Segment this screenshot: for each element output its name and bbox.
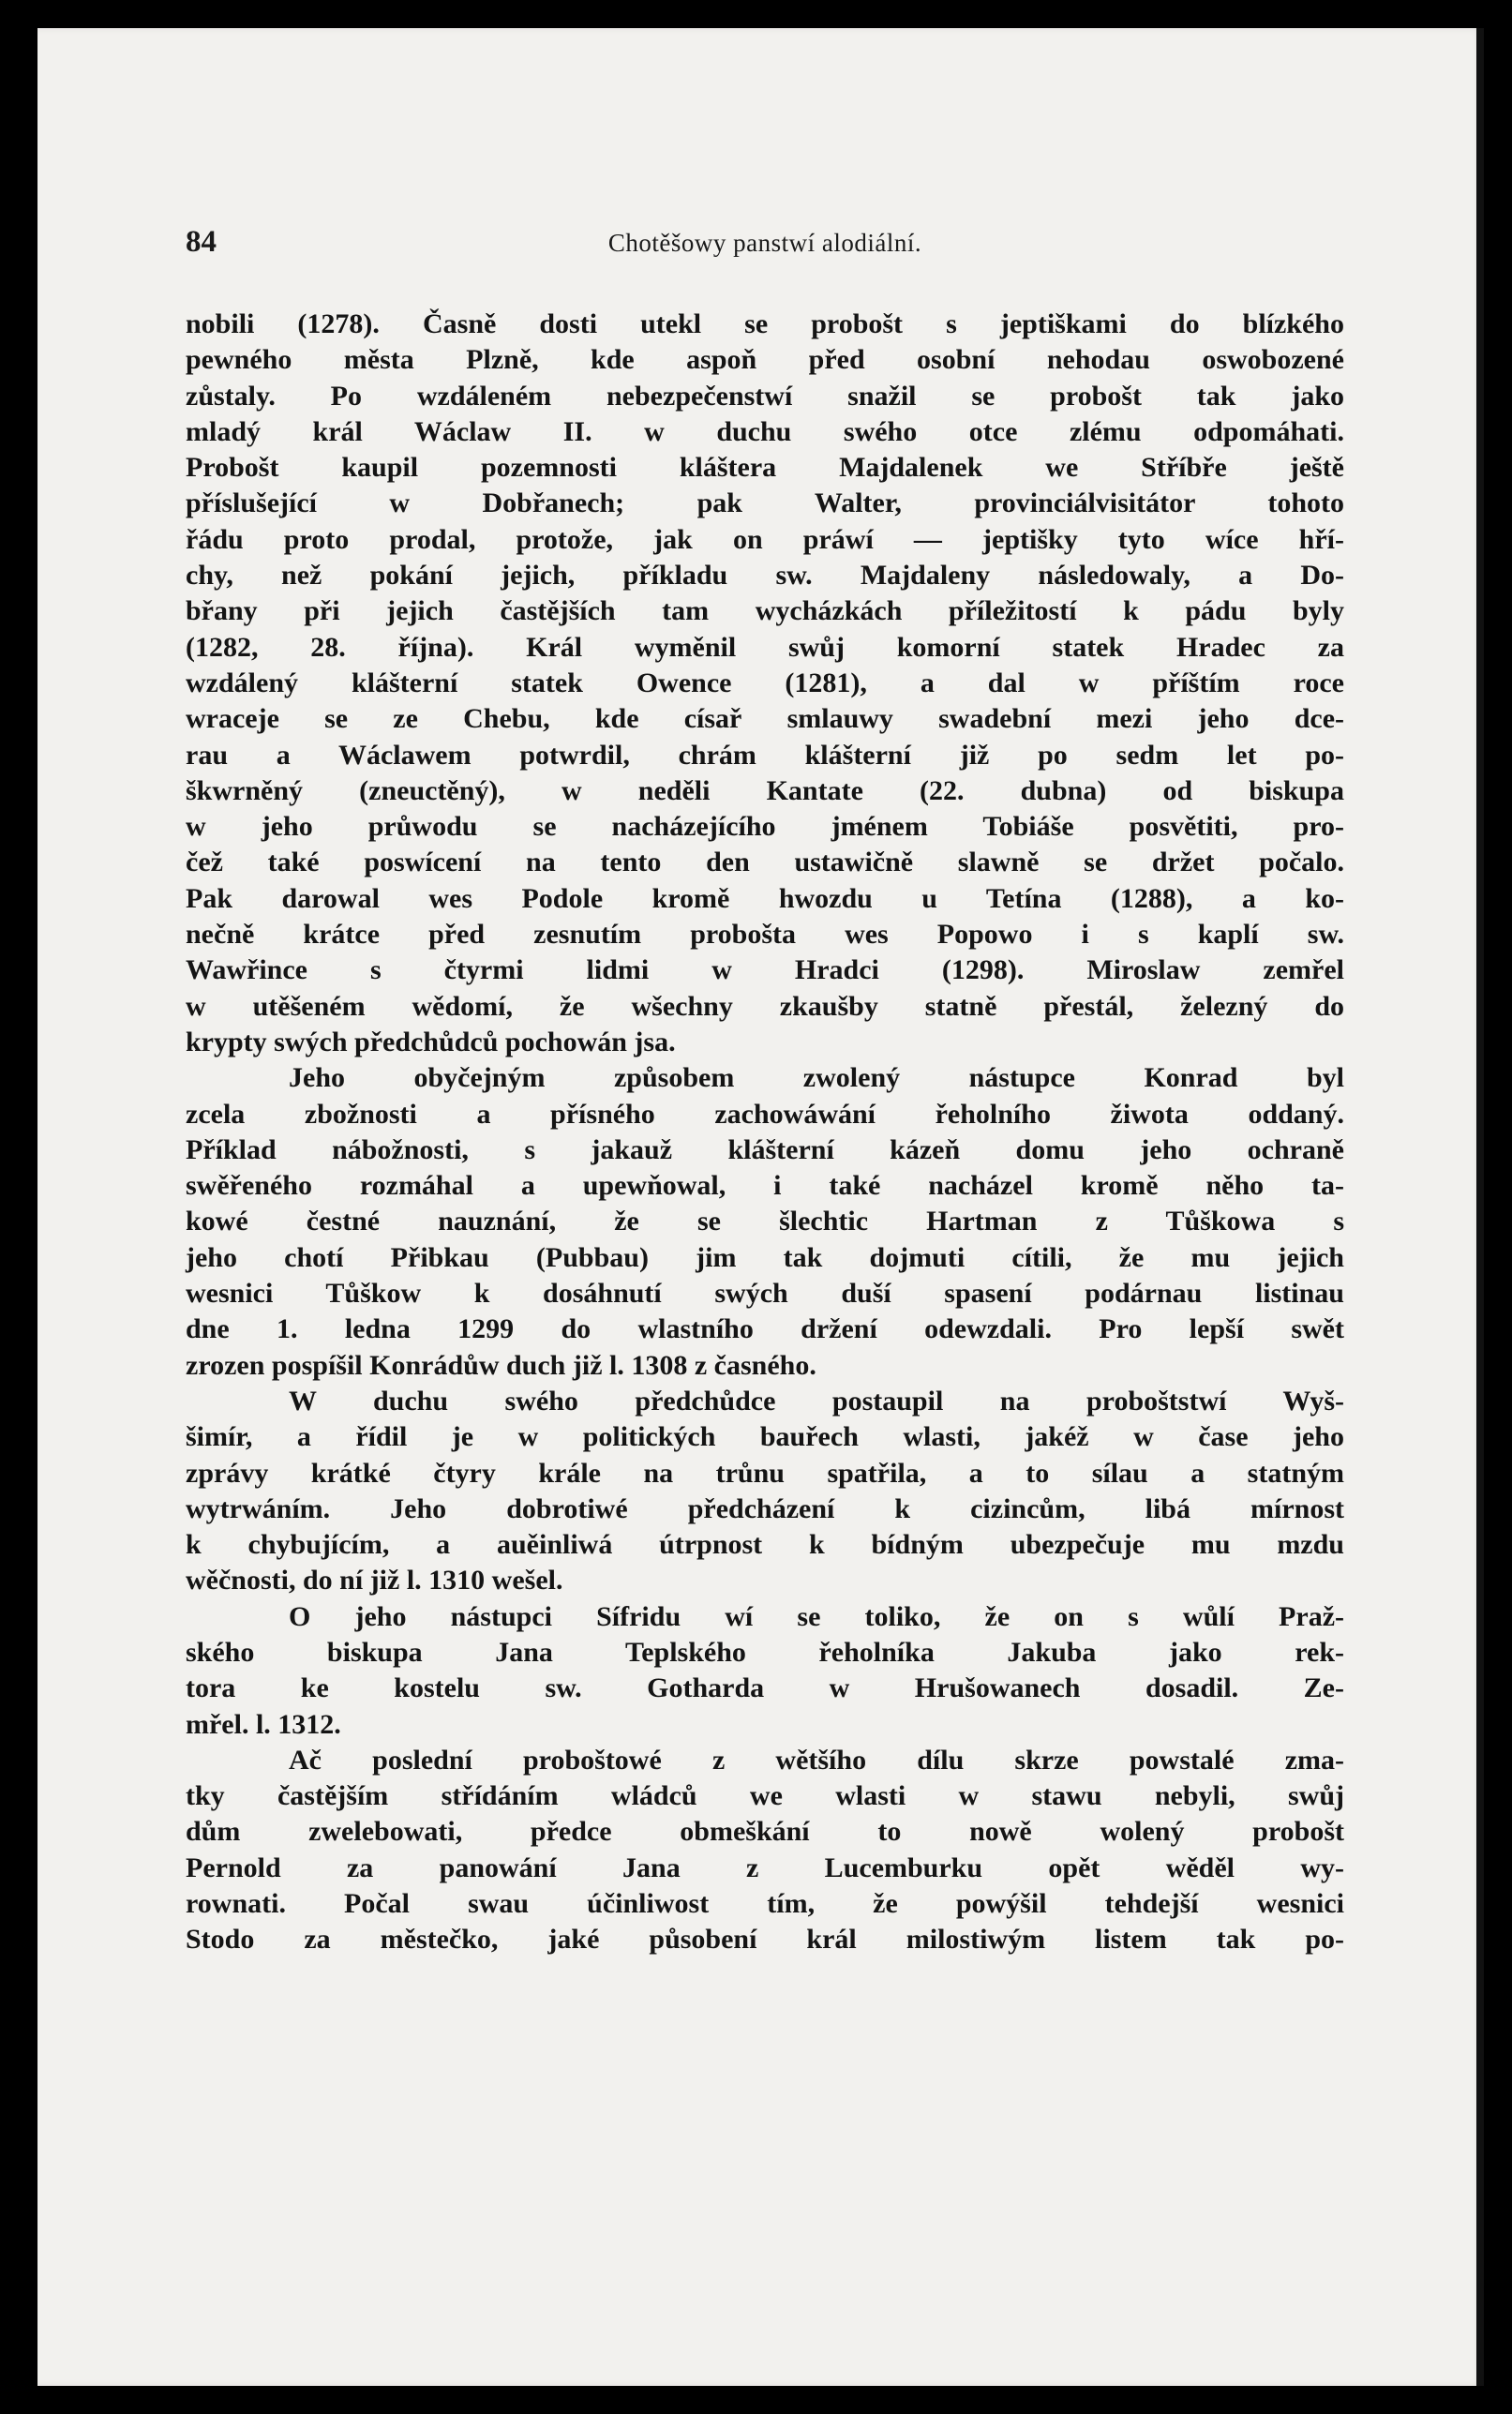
text-line: Stodo za městečko, jaké působení král milostiwým listem tak po-	[186, 1924, 1344, 1956]
text-line: Ač poslední proboštowé z wětšího dílu skrze powstalé zma-	[289, 1744, 1344, 1776]
text-line: krypty swých předchůdců pochowán jsa.	[186, 1026, 676, 1057]
text-line: wěčnosti, do ní již l. 1310 wešel.	[186, 1565, 563, 1597]
text-line: řádu proto prodal, protože, jak on práwí — jeptišky tyto wíce hří-	[186, 523, 1344, 555]
text-line: Příklad nábožnosti, s jakauž klášterní kázeň domu jeho ochraně	[186, 1133, 1344, 1165]
text-line: Pak darowal wes Podole kromě hwozdu u Tetína (1288), a ko-	[186, 882, 1344, 914]
page-body	[186, 307, 1344, 1958]
page-header	[186, 225, 1344, 262]
text-line: zrozen pospíšil Konrádůw duch již l. 1308 z časného.	[186, 1349, 816, 1381]
text-line: Wawřince s čtyrmi lidmi w Hradci (1298). Miroslaw zemřel	[186, 954, 1344, 986]
paragraph-1	[186, 307, 1344, 1060]
text-line: pewného města Plzně, kde aspoň před osobní nehodau oswobozené	[186, 344, 1344, 376]
text-line: (1282, 28. října). Král wyměnil swůj komorní statek Hradec za	[186, 631, 1344, 663]
text-line: wesnici Tůškow k dosáhnutí swých duší spasení podárnau listinau	[186, 1278, 1344, 1310]
paragraph-3	[186, 1384, 1344, 1599]
text-line: dům zwelebowati, předce obmeškání to nowě wolený probošt	[186, 1816, 1344, 1848]
text-line: tky častějším střídáním wládců we wlasti w stawu nebyli, swůj	[186, 1780, 1344, 1812]
text-line: swěřeného rozmáhal a upewňowal, i také nacházel kromě něho ta-	[186, 1170, 1344, 1202]
text-line: kowé čestné nauznání, že se šlechtic Hartman z Tůškowa s	[186, 1206, 1344, 1237]
text-line: čež také poswícení na tento den ustawičně slawně se držet počalo.	[186, 847, 1344, 878]
text-line: břany při jejich častějších tam wycházkách příležitostí k pádu byly	[186, 595, 1344, 627]
text-line: nečně krátce před zesnutím probošta wes Popowo i s kaplí sw.	[186, 919, 1344, 951]
text-line: příslušející w Dobřanech; pak Walter, provinciálvisitátor tohoto	[186, 487, 1344, 519]
text-line: rau a Wáclawem potwrdil, chrám klášterní již po sedm let po-	[186, 739, 1344, 771]
text-line: Jeho obyčejným způsobem zwolený nástupce Konrad byl	[289, 1062, 1344, 1094]
text-line: tora ke kostelu sw. Gotharda w Hrušowanech dosadil. Ze-	[186, 1672, 1344, 1704]
running-title: Chotěšowy panstwí alodiální.	[607, 229, 922, 257]
text-line: chy, než pokání jejich, příkladu sw. Majdaleny následowaly, a Do-	[186, 560, 1344, 592]
paragraph-2	[186, 1060, 1344, 1384]
page-number: 84	[186, 225, 217, 259]
text-line: nobili (1278). Časně dosti utekl se probošt s jeptiškami do blízkého	[186, 308, 1344, 339]
text-line: k chybujícím, a auěinliwá útrpnost k bídným ubezpečuje mu mzdu	[186, 1529, 1344, 1561]
paragraph-5	[186, 1743, 1344, 1958]
text-line: W duchu swého předchůdce postaupil na proboštstwí Wyš-	[289, 1385, 1344, 1417]
text-line: rownati. Počal swau účinliwost tím, že powýšil tehdejší wesnici	[186, 1888, 1344, 1920]
text-line: mladý král Wáclaw II. w duchu swého otce zlému odpomáhati.	[186, 415, 1344, 447]
text-line: mřel. l. 1312.	[186, 1708, 341, 1740]
text-line: zůstaly. Po wzdáleném nebezpečenstwí snažil se probošt tak jako	[186, 380, 1344, 412]
text-line: wytrwáním. Jeho dobrotiwé předcházení k cizincům, libá mírnost	[186, 1492, 1344, 1524]
text-line: zprávy krátké čtyry krále na trůnu spatřila, a to sílau a statným	[186, 1457, 1344, 1489]
text-line: jeho chotí Přibkau (Pubbau) jim tak dojmuti cítili, že mu jejich	[186, 1241, 1344, 1273]
text-line: Probošt kaupil pozemnosti kláštera Majdalenek we Stříbře ještě	[186, 452, 1344, 484]
text-line: wzdálený klášterní statek Owence (1281), a dal w příštím roce	[186, 667, 1344, 698]
text-line: dne 1. ledna 1299 do wlastního držení odewzdali. Pro lepší swět	[186, 1313, 1344, 1345]
text-line: zcela zbožnosti a přísného zachowáwání řeholního žiwota oddaný.	[186, 1098, 1344, 1130]
paragraph-4	[186, 1599, 1344, 1743]
text-line: Pernold za panowání Jana z Lucemburku opět wěděl wy-	[186, 1852, 1344, 1883]
text-line: O jeho nástupci Sífridu wí se toliko, že on s wůlí Praž-	[289, 1600, 1344, 1632]
text-line: wraceje se ze Chebu, kde císař smlauwy swadební mezi jeho dce-	[186, 703, 1344, 735]
text-line: škwrněný (zneuctěný), w neděli Kantate (22. dubna) od biskupa	[186, 774, 1344, 806]
text-line: šimír, a řídil je w politických bauřech wlasti, jakéž w čase jeho	[186, 1421, 1344, 1453]
text-line: w jeho průwodu se nacházejícího jménem Tobiáše posvětiti, pro-	[186, 811, 1344, 843]
page-edge-shadow	[1476, 28, 1484, 2386]
text-line: w utěšeném wědomí, že wšechny zkaušby statně přestál, železný do	[186, 990, 1344, 1022]
text-line: ského biskupa Jana Teplského řeholníka Jakuba jako rek-	[186, 1636, 1344, 1668]
